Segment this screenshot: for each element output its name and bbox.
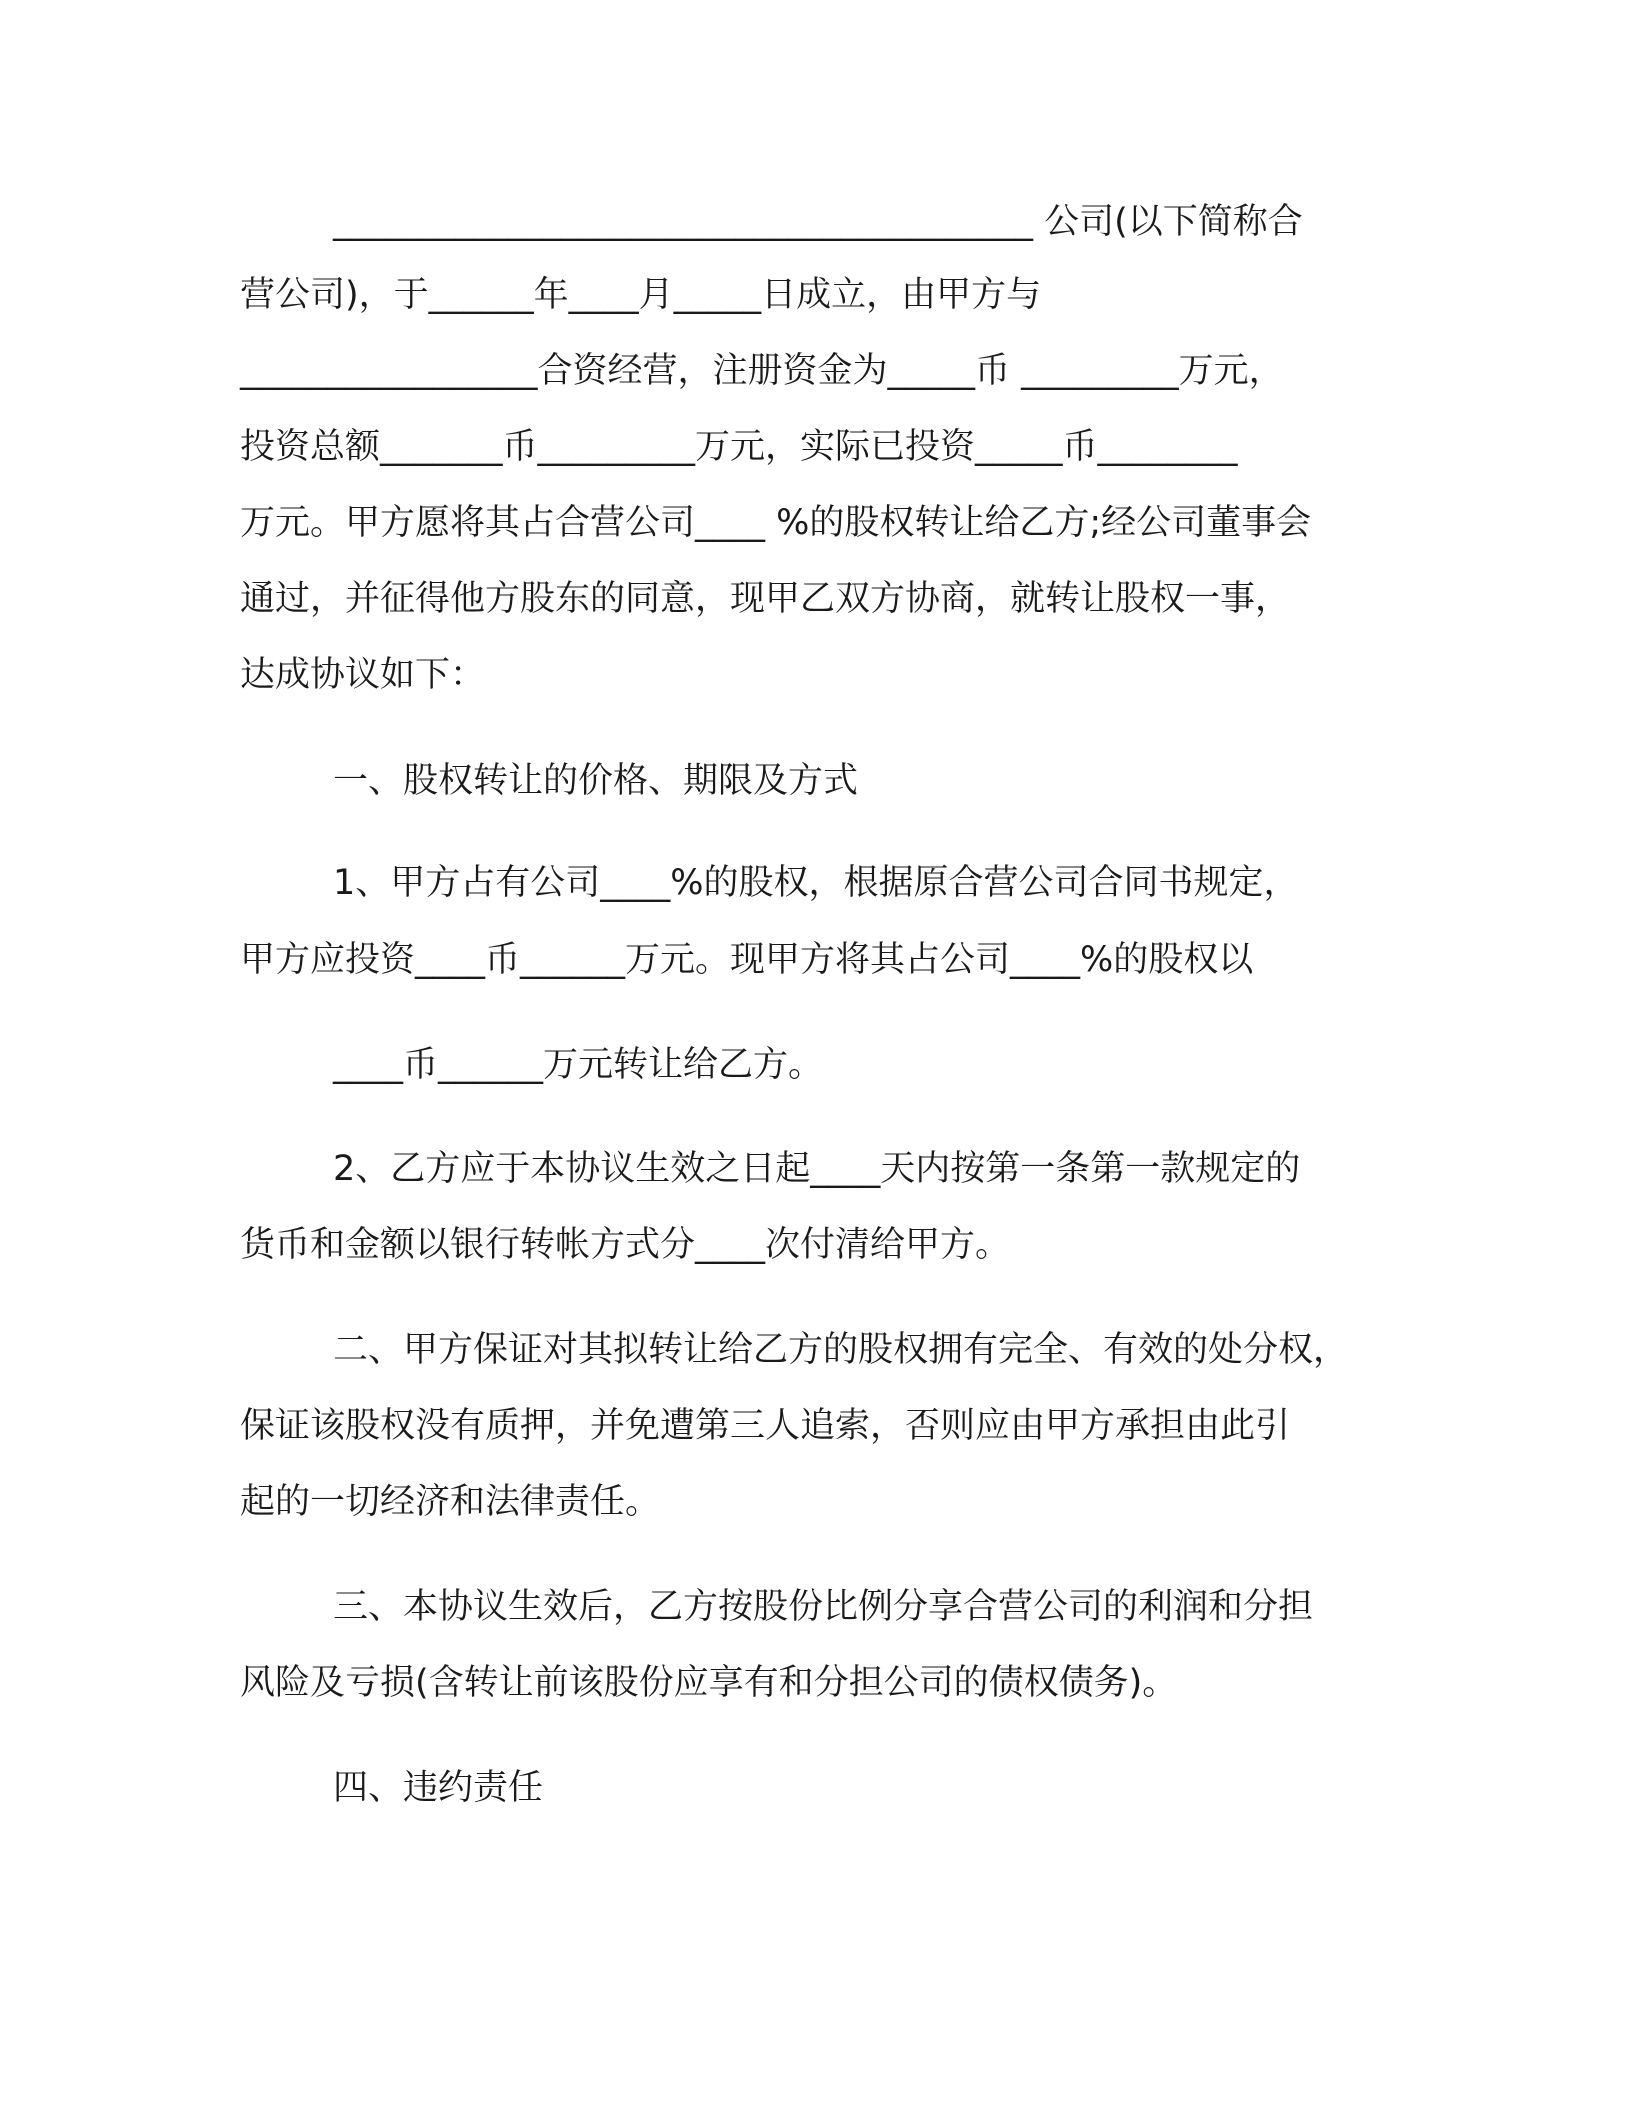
clause-1-line-1: 1、甲方占有公司____%的股权，根据原合营公司合同书规定，	[333, 863, 1299, 903]
clause-2-line-1: 2、乙方应于本协议生效之日起____天内按第一条第一款规定的	[333, 1149, 1301, 1189]
preamble-line-5: 万元。甲方愿将其占合营公司____ %的股权转让给乙方;经公司董事会	[240, 503, 1312, 543]
preamble-line-2: 营公司)，于______年____月_____日成立，由甲方与	[240, 275, 1042, 315]
preamble-line-4: 投资总额_______币_________万元，实际已投资_____币________	[240, 427, 1238, 467]
clause-2-line-2: 货币和金额以银行转帐方式分____次付清给甲方。	[240, 1225, 1011, 1265]
section-2-line-1: 二、甲方保证对其拟转让给乙方的股权拥有完全、有效的处分权，	[333, 1330, 1349, 1370]
preamble-line-1: ________________________________________ 公司(以下简称合	[333, 202, 1303, 242]
preamble-line-7: 达成协议如下：	[240, 655, 486, 695]
section-3-line-2: 风险及亏损(含转让前该股份应享有和分担公司的债权债务)。	[240, 1663, 1178, 1703]
clause-1-line-3: ____币______万元转让给乙方。	[333, 1045, 824, 1085]
section-3-line-1: 三、本协议生效后，乙方按股份比例分享合营公司的利润和分担	[333, 1587, 1314, 1627]
preamble-line-3: _________________合资经营，注册资金为_____币 _________万元，	[240, 351, 1284, 391]
section-heading-1: 一、股权转让的价格、期限及方式	[333, 761, 859, 801]
section-heading-4: 四、违约责任	[333, 1768, 544, 1808]
section-2-line-2: 保证该股权没有质押，并免遭第三人追索，否则应由甲方承担由此引	[240, 1406, 1291, 1446]
preamble-line-6: 通过，并征得他方股东的同意，现甲乙双方协商，就转让股权一事，	[240, 579, 1291, 619]
section-2-line-3: 起的一切经济和法律责任。	[240, 1482, 661, 1522]
clause-1-line-2: 甲方应投资____币______万元。现甲方将其占公司____%的股权以	[240, 940, 1254, 980]
